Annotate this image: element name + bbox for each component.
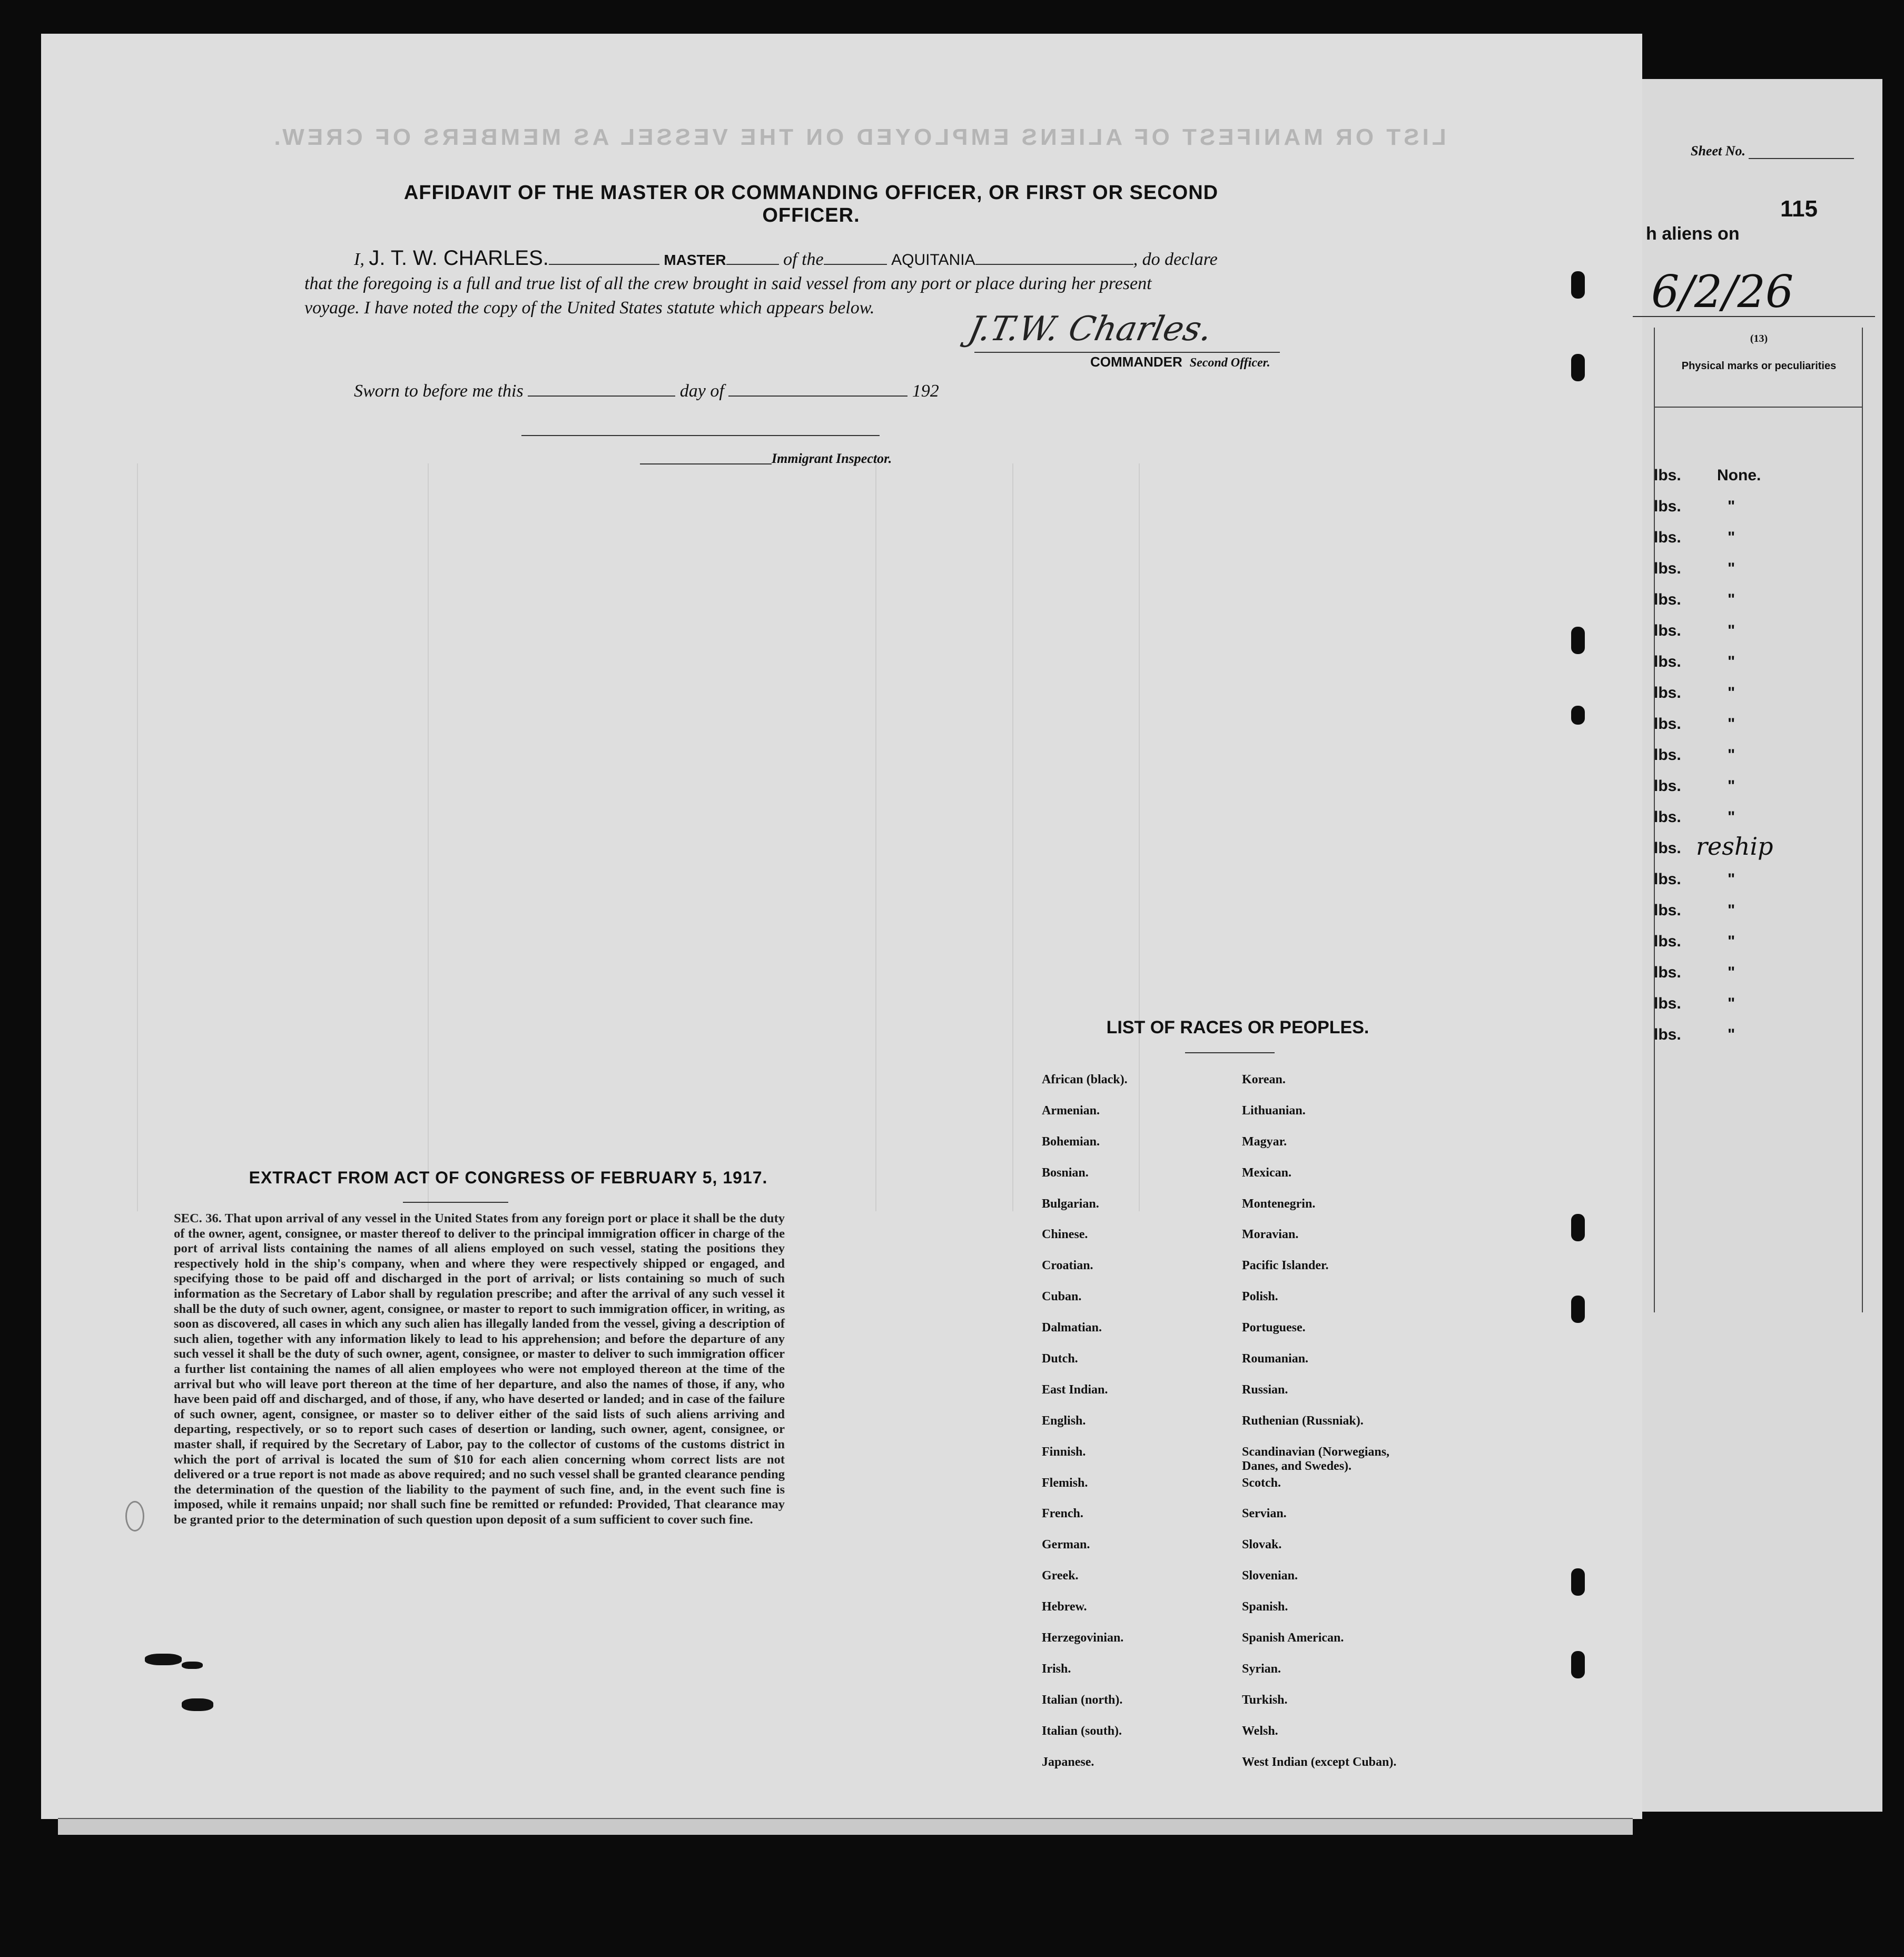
punch-hole (1571, 1296, 1585, 1323)
physical-mark: None. (1717, 467, 1761, 484)
rank: MASTER (664, 252, 726, 268)
physical-mark: " (1728, 871, 1735, 888)
weight-unit: lbs. (1654, 839, 1681, 857)
officer-stamp: COMMANDER (1090, 354, 1182, 370)
physical-mark: " (1728, 933, 1735, 950)
race-left: Armenian. (1042, 1103, 1100, 1118)
physical-marks-column (1654, 467, 1854, 1057)
table-row (1654, 902, 1854, 933)
blank-line (549, 250, 659, 265)
race-right: Roumanian. (1242, 1352, 1309, 1366)
punch-hole (1571, 1568, 1585, 1596)
race-left: Croatian. (1042, 1259, 1093, 1273)
ink-smudge (145, 1654, 182, 1665)
page-edge (58, 1818, 1633, 1835)
aliens-on-label: h aliens on (1646, 224, 1740, 244)
physical-mark: " (1728, 1026, 1735, 1043)
sheet-no-line (1749, 158, 1854, 159)
physical-mark: " (1728, 529, 1735, 546)
race-right: Servian. (1242, 1507, 1287, 1521)
affidavit-line-1 (354, 246, 1218, 270)
race-left: German. (1042, 1538, 1090, 1552)
affidavit-line-3: voyage. I have noted the copy of the United States statute which appears below. (304, 298, 875, 318)
race-right: Lithuanian. (1242, 1103, 1306, 1118)
table-row (1654, 529, 1854, 560)
weight-unit: lbs. (1654, 684, 1681, 701)
races-rule (1185, 1052, 1275, 1053)
race-left: Bulgarian. (1042, 1197, 1099, 1211)
race-row (1042, 1476, 1516, 1507)
inspector-label: Immigrant Inspector. (772, 451, 892, 466)
race-right: Scotch. (1242, 1476, 1281, 1490)
race-left: African (black). (1042, 1073, 1128, 1086)
race-row (1042, 1445, 1516, 1476)
weight-unit: lbs. (1654, 871, 1681, 888)
ink-smudge (182, 1662, 203, 1669)
affidavit-line-2: that the foregoing is a full and true list of all the crew brought in said vessel from any port or place during her present (304, 274, 1152, 293)
race-row (1042, 1290, 1516, 1321)
vessel-name: AQUITANIA (891, 251, 975, 269)
bleed-through-header: LIST OR MANIFEST OF ALIENS EMPLOYED ON THE VESSEL AS MEMBERS OF CREW. (271, 124, 1446, 150)
weight-unit: lbs. (1654, 715, 1681, 733)
race-right: Slovenian. (1242, 1569, 1298, 1583)
blank-line (528, 382, 675, 397)
race-right: Welsh. (1242, 1724, 1278, 1738)
weight-unit: lbs. (1654, 964, 1681, 981)
race-right: Moravian. (1242, 1228, 1299, 1242)
weight-unit: lbs. (1654, 653, 1681, 670)
table-row (1654, 653, 1854, 684)
race-row (1042, 1383, 1516, 1414)
race-row (1042, 1166, 1516, 1197)
race-left: Cuban. (1042, 1290, 1082, 1304)
physical-mark: " (1728, 777, 1735, 795)
weight-unit: lbs. (1654, 777, 1681, 795)
physical-mark: " (1728, 746, 1735, 764)
physical-mark: " (1728, 715, 1735, 733)
table-row (1654, 871, 1854, 902)
race-right: Ruthenian (Russniak). (1242, 1414, 1364, 1428)
of-the-label: of the (783, 250, 824, 269)
race-right: Portuguese. (1242, 1321, 1306, 1335)
table-row (1654, 933, 1854, 964)
race-row (1042, 1414, 1516, 1445)
race-left: Dutch. (1042, 1352, 1078, 1366)
race-left: Flemish. (1042, 1476, 1088, 1490)
race-right: Korean. (1242, 1073, 1286, 1086)
race-row (1042, 1693, 1516, 1724)
physical-mark: " (1728, 498, 1735, 515)
race-row (1042, 1073, 1516, 1104)
physical-mark: " (1728, 964, 1735, 981)
race-left: Japanese. (1042, 1755, 1094, 1769)
race-left: East Indian. (1042, 1382, 1108, 1397)
sworn-year: 192 (912, 381, 939, 401)
race-right: Pacific Islander. (1242, 1259, 1329, 1273)
physical-mark: " (1728, 653, 1735, 670)
table-row (1654, 964, 1854, 995)
race-left: French. (1042, 1507, 1083, 1521)
punch-hole (1571, 1214, 1585, 1241)
weight-unit: lbs. (1654, 467, 1681, 484)
race-left: Irish. (1042, 1662, 1071, 1676)
race-row (1042, 1507, 1516, 1538)
blank-line (975, 250, 1133, 265)
sworn-prefix: Sworn to before me this (354, 381, 524, 401)
race-left: Italian (south). (1042, 1724, 1122, 1738)
race-row (1042, 1755, 1516, 1786)
race-right: Scandinavian (Norwegians, Danes, and Swedes). (1242, 1445, 1390, 1473)
table-row (1654, 560, 1854, 591)
physical-mark: " (1728, 684, 1735, 701)
weight-unit: lbs. (1654, 591, 1681, 608)
column-heading: Physical marks or peculiarities (1681, 360, 1837, 372)
table-row (1654, 1026, 1854, 1057)
sworn-line (354, 381, 939, 401)
race-left: Hebrew. (1042, 1600, 1087, 1614)
table-row (1654, 777, 1854, 808)
race-right: Spanish American. (1242, 1631, 1344, 1645)
affidavit-title: AFFIDAVIT OF THE MASTER OR COMMANDING OFFICER, OR FIRST OR SECOND OFFICER. (403, 182, 1219, 226)
table-row (1654, 832, 1854, 871)
race-row (1042, 1135, 1516, 1166)
race-row (1042, 1259, 1516, 1290)
weight-unit: lbs. (1654, 560, 1681, 577)
race-row (1042, 1228, 1516, 1259)
race-left: Finnish. (1042, 1445, 1086, 1459)
physical-mark: " (1728, 622, 1735, 639)
blank-line (726, 250, 779, 265)
master-signature: J.T.W. Charles. (965, 310, 1216, 349)
inspector-line-short (640, 463, 772, 464)
master-name: J. T. W. CHARLES. (369, 246, 549, 270)
weight-unit: lbs. (1654, 808, 1681, 826)
signature-line (974, 352, 1280, 353)
column-13-header (1654, 328, 1863, 408)
affidavit-line1-suffix: , do declare (1133, 250, 1218, 269)
date-line (1633, 316, 1875, 317)
table-row (1654, 684, 1854, 715)
race-right: Syrian. (1242, 1662, 1281, 1676)
weight-unit: lbs. (1654, 529, 1681, 546)
affidavit-prefix: I, (354, 250, 364, 269)
physical-mark: " (1728, 808, 1735, 826)
races-list (1042, 1073, 1516, 1786)
blank-line (728, 382, 907, 397)
ink-smudge (182, 1698, 213, 1711)
inspector-signature-line (521, 435, 880, 436)
race-left: Italian (north). (1042, 1693, 1123, 1707)
race-row (1042, 1724, 1516, 1755)
punch-hole (1571, 706, 1585, 725)
handwritten-mark: reship (1696, 832, 1773, 861)
race-right: Polish. (1242, 1290, 1278, 1304)
physical-mark: " (1728, 902, 1735, 919)
race-right: Mexican. (1242, 1165, 1291, 1180)
race-row (1042, 1600, 1516, 1631)
physical-mark: " (1728, 995, 1735, 1012)
sheet-number: 115 (1780, 196, 1818, 222)
race-row (1042, 1569, 1516, 1600)
race-right: West Indian (except Cuban). (1242, 1755, 1397, 1769)
table-row (1654, 995, 1854, 1026)
officer-label (1090, 354, 1270, 370)
weight-unit: lbs. (1654, 995, 1681, 1012)
punch-hole (1571, 627, 1585, 654)
race-right: Montenegrin. (1242, 1197, 1316, 1211)
race-right: Magyar. (1242, 1134, 1287, 1149)
column-number: (13) (1750, 333, 1768, 344)
race-row (1042, 1631, 1516, 1662)
physical-mark: " (1728, 560, 1735, 577)
punch-hole (1571, 354, 1585, 381)
weight-unit: lbs. (1654, 746, 1681, 764)
circular-stamp (125, 1501, 144, 1531)
race-left: Dalmatian. (1042, 1321, 1102, 1335)
extract-text: SEC. 36. That upon arrival of any vessel in the United States from any foreign port or place it shall be the duty of the owner, agent, consignee, or master thereof to deliver to the principal immigration officer in charge of the port of arrival lists containing the names of all aliens employed on such vessel, stating the positions they respectively hold in the ship's company, when and where they were respectively shipped or engaged, and specifying those to be paid off and discharged in the port of arrival; or lists containing so much of such information as the Secretary of Labor shall by regulation prescribe; and after the arrival of any such vessel it shall be the duty of such owner, agent, consignee, or master to report to such immigration officer, in writing, as soon as discovered, all cases in which any such alien has illegally landed from the vessel, giving a description of such alien, together with any information likely to lead to his apprehension; and before the departure of any such vessel it shall be the duty of such owner, agent, consignee, or master to deliver to such immigration officer a further list containing the names of all alien employees who were not employed thereon at the time of the arrival but who will leave port thereon at the time of her departure, and also the names of those, if any, who have been paid off and discharged, and of those, if any, who have deserted or landed; and in case of the failure of such owner, agent, consignee, or master so to deliver either of the said lists of such aliens arriving and departing, respectively, or so to report such cases of desertion or landing, such owner, agent, consignee, or master shall, if required by the Secretary of Labor, pay to the collector of customs of the customs district in which the port of arrival is located the sum of $10 for each alien concerning whom correct lists are not delivered or a true report is not made as above required; and no such vessel shall be granted clearance pending the determination of the question of the liability to the payment of such fine, and, in the event such fine is imposed, while it remains unpaid; nor shall such fine be remitted or refunded: Provided, That clearance may be granted prior to the determination of such question upon deposit of a sum sufficient to cover such fine. (174, 1211, 785, 1527)
race-right: Spanish. (1242, 1600, 1288, 1614)
race-row (1042, 1662, 1516, 1693)
race-row (1042, 1104, 1516, 1135)
race-row (1042, 1197, 1516, 1228)
race-left: Bohemian. (1042, 1134, 1100, 1149)
races-title: LIST OF RACES OR PEOPLES. (1106, 1017, 1369, 1037)
punch-hole (1571, 271, 1585, 299)
table-row (1654, 591, 1854, 622)
table-row (1654, 498, 1854, 529)
race-left: Herzegovinian. (1042, 1631, 1124, 1645)
table-row (1654, 622, 1854, 653)
race-left: Bosnian. (1042, 1165, 1089, 1180)
race-right: Turkish. (1242, 1693, 1288, 1707)
weight-unit: lbs. (1654, 933, 1681, 950)
table-row (1654, 715, 1854, 746)
table-row (1654, 467, 1854, 498)
race-right: Slovak. (1242, 1538, 1282, 1552)
race-left: English. (1042, 1414, 1086, 1428)
weight-unit: lbs. (1654, 622, 1681, 639)
table-row (1654, 746, 1854, 777)
race-row (1042, 1538, 1516, 1569)
race-right: Russian. (1242, 1382, 1288, 1397)
sheet-no-label: Sheet No. (1691, 143, 1745, 159)
race-row (1042, 1321, 1516, 1352)
punch-hole (1571, 1651, 1585, 1678)
extract-title: EXTRACT FROM ACT OF CONGRESS OF FEBRUARY 5, 1917. (249, 1168, 768, 1187)
blank-line (824, 250, 887, 265)
weight-unit: lbs. (1654, 1026, 1681, 1043)
sworn-day: day of (679, 381, 724, 401)
weight-unit: lbs. (1654, 902, 1681, 919)
extract-rule (403, 1202, 508, 1203)
race-left: Chinese. (1042, 1228, 1088, 1242)
arrival-date: 6/2/26 (1651, 266, 1794, 318)
race-left: Greek. (1042, 1569, 1079, 1583)
physical-mark: " (1728, 591, 1735, 608)
weight-unit: lbs. (1654, 498, 1681, 515)
officer-label-text: Second Officer. (1189, 356, 1270, 370)
race-row (1042, 1352, 1516, 1383)
column-divider (1862, 328, 1863, 1312)
